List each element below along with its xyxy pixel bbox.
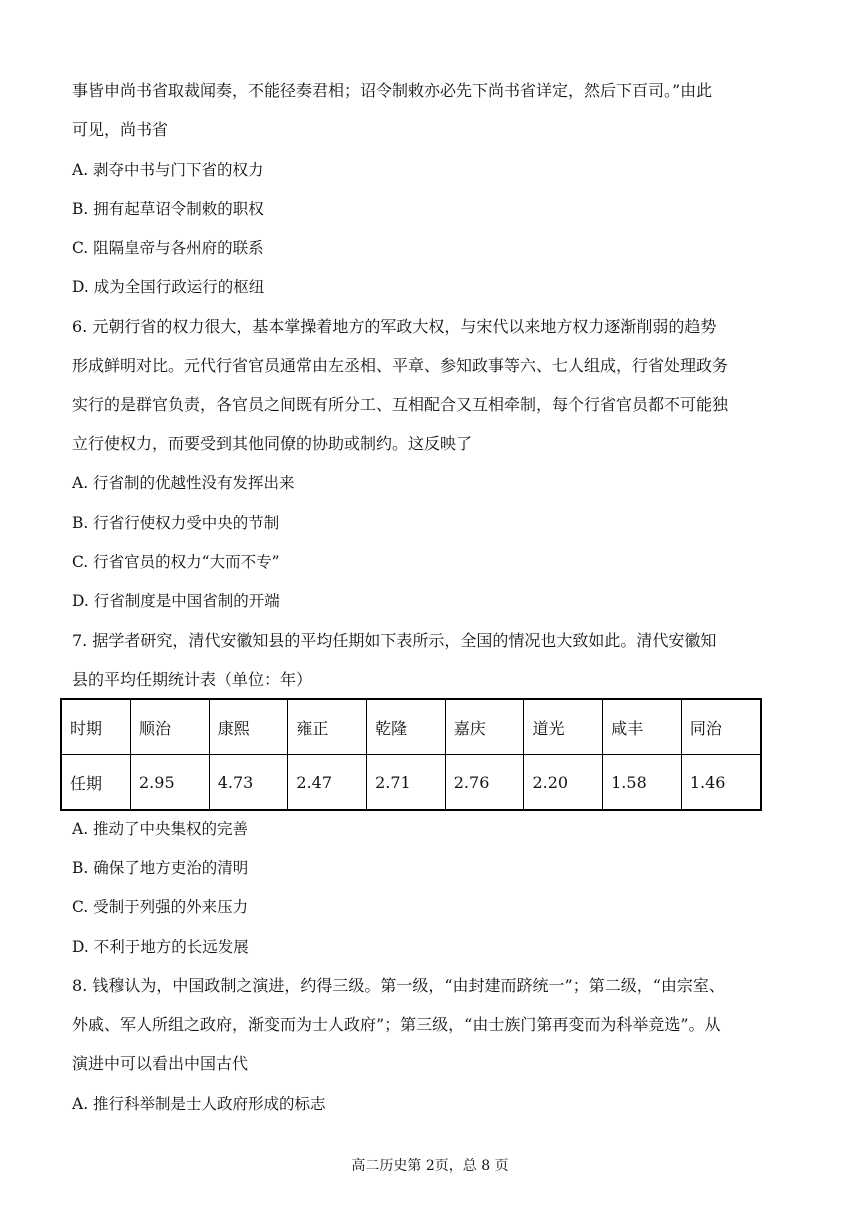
table-cell: 2.95 (131, 755, 210, 811)
table-cell: 2.20 (524, 755, 603, 811)
table-cell: 同治 (681, 699, 761, 755)
q7-option-d: D. 不利于地方的长远发展 (72, 938, 249, 956)
q6-option-d: D. 行省制度是中国省制的开端 (72, 592, 280, 610)
table-cell: 康熙 (209, 699, 288, 755)
q8-option-a: A. 推行科举制是士人政府形成的标志 (72, 1095, 326, 1113)
tenure-table (60, 698, 762, 811)
table-row (61, 755, 761, 811)
table-cell: 4.73 (209, 755, 288, 811)
table-cell: 咸丰 (603, 699, 682, 755)
table-cell: 时期 (61, 699, 131, 755)
q5-stem-line-1: 事皆申尚书省取裁闻奏，不能径奏君相；诏令制敕亦必先下尚书省详定，然后下百司。”由此 (72, 81, 713, 100)
table-cell: 2.47 (288, 755, 367, 811)
q8-stem-line-1: 8. 钱穆认为，中国政制之演进，约得三级。第一级，“由封建而跻统一”；第二级，“由宗室、 (72, 976, 725, 995)
q6-option-b: B. 行省行使权力受中央的节制 (72, 514, 280, 532)
q5-option-c: C. 阻隔皇帝与各州府的联系 (72, 239, 264, 257)
q6-stem-line-3: 实行的是群官负责，各官员之间既有所分工、互相配合又互相牵制，每个行省官员都不可能独 (72, 395, 729, 414)
table-cell: 乾隆 (367, 699, 446, 755)
q5-option-a: A. 剥夺中书与门下省的权力 (72, 161, 264, 179)
q6-option-a: A. 行省制的优越性没有发挥出来 (72, 474, 295, 492)
q7-option-c: C. 受制于列强的外来压力 (72, 898, 249, 916)
table-cell: 嘉庆 (445, 699, 524, 755)
table-cell: 任期 (61, 755, 131, 811)
q8-stem-line-3: 演进中可以看出中国古代 (72, 1054, 249, 1073)
q6-stem-line-2: 形成鲜明对比。元代行省官员通常由左丞相、平章、参知政事等六、七人组成，行省处理政务 (72, 356, 729, 375)
table-cell: 雍正 (288, 699, 367, 755)
table-header-row (61, 699, 761, 755)
q8-stem-line-2: 外戚、军人所组之政府，渐变而为士人政府”；第三级，“由士族门第再变而为科举竞选”。从 (72, 1015, 721, 1034)
q7-stem-line-1: 7. 据学者研究，清代安徽知县的平均任期如下表所示，全国的情况也大致如此。清代安徽知 (72, 631, 717, 650)
table-cell: 顺治 (131, 699, 210, 755)
q5-option-d: D. 成为全国行政运行的枢纽 (72, 278, 265, 296)
q7-option-a: A. 推动了中央集权的完善 (72, 820, 249, 838)
table-cell: 1.46 (681, 755, 761, 811)
table-cell: 2.76 (445, 755, 524, 811)
q7-stem-line-2: 县的平均任期统计表（单位：年） (72, 670, 313, 689)
q6-stem-line-1: 6. 元朝行省的权力很大，基本掌操着地方的军政大权，与宋代以来地方权力逐渐削弱的趋势 (72, 317, 717, 336)
q6-stem-line-4: 立行使权力，而要受到其他同僚的协助或制约。这反映了 (72, 434, 473, 453)
table-cell: 1.58 (603, 755, 682, 811)
q6-option-c: C. 行省官员的权力“大而不专” (72, 553, 280, 571)
q7-option-b: B. 确保了地方吏治的清明 (72, 859, 249, 877)
table-cell: 道光 (524, 699, 603, 755)
page-footer: 高二历史第 2页，总 8 页 (351, 1158, 509, 1174)
q5-option-b: B. 拥有起草诏令制敕的职权 (72, 200, 264, 218)
q5-stem-line-2: 可见，尚书省 (72, 120, 169, 139)
table-cell: 2.71 (367, 755, 446, 811)
